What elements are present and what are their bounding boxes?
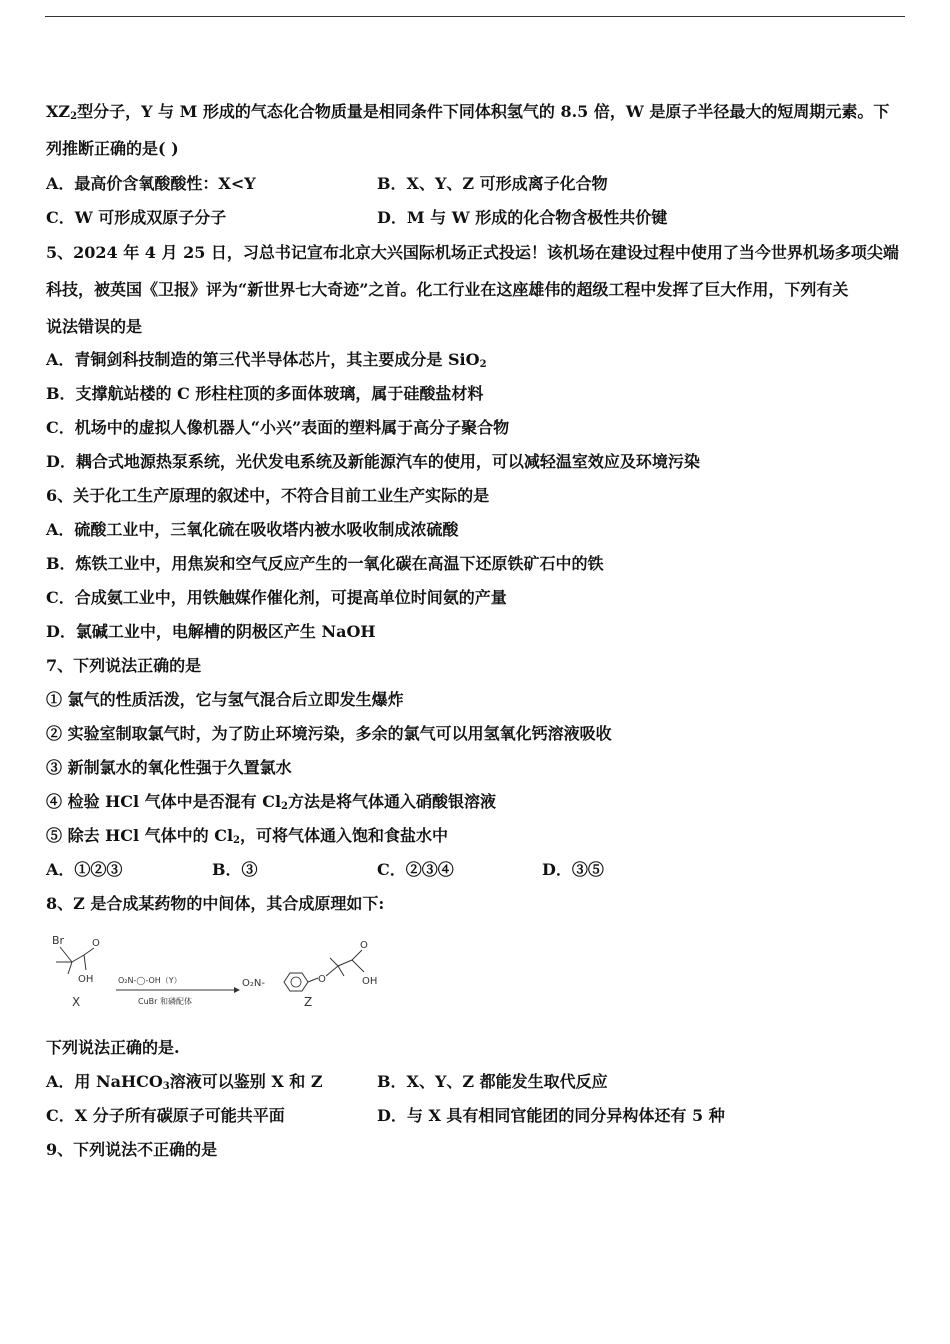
- z-ether-bond: [308, 978, 318, 982]
- q8-lead: 下列说法正确的是.: [46, 1038, 180, 1057]
- q5-stem-line-2: 科技，被英国《卫报》评为“新世界七大奇迹”之首。化工行业在这座雄伟的超级工程中发挥了巨大作用，下列有关: [46, 280, 849, 299]
- q7-option-b[interactable]: B．③: [212, 860, 258, 879]
- q6-option-c[interactable]: C．合成氨工业中，用铁触媒作催化剂，可提高单位时间氨的产量: [46, 588, 507, 607]
- x-br-label: Br: [52, 934, 65, 947]
- q7-statement-1: ① 氯气的性质活泼，它与氢气混合后立即发生爆炸: [46, 690, 404, 709]
- q4-formula-xz: XZ: [46, 102, 71, 121]
- z-nitro-label: O₂N-: [242, 978, 265, 989]
- z-bond-1: [326, 966, 338, 976]
- q8-reaction-scheme: [46, 928, 386, 1014]
- q4-formula-sub: 2: [70, 111, 78, 122]
- x-coh-bond: [84, 955, 86, 970]
- x-bond-1: [60, 947, 72, 962]
- q4-option-d[interactable]: D．M 与 W 形成的化合物含极性共价键: [377, 208, 668, 227]
- q5-stem-line-3: 说法错误的是: [46, 317, 143, 336]
- q7-statement-3: ③ 新制氯水的氧化性强于久置氯水: [46, 758, 292, 777]
- reaction-scheme-svg: [46, 928, 386, 1014]
- z-coh-bond: [352, 960, 364, 972]
- q4-option-c[interactable]: C．W 可形成双原子分子: [46, 208, 227, 227]
- q7-option-c[interactable]: C．②③④: [377, 860, 454, 879]
- q4-stem-text: 型分子，Y 与 M 形成的气态化合物质量是相同条件下同体积氢气的 8.5 倍，W 是原子半径最大的短周期元素。下: [77, 102, 890, 121]
- header-rule: [45, 16, 905, 17]
- x-label: X: [72, 995, 81, 1009]
- q5-stem-line-1: 5、2024 年 4 月 25 日，习总书记宣布北京大兴国际机场正式投运！该机场在建设过程中使用了当今世界机场多项尖端: [46, 243, 899, 262]
- q7-stem: 7、下列说法正确的是: [46, 656, 202, 675]
- q8-option-a-text: A．用 NaHCO: [46, 1072, 163, 1091]
- q5-option-b[interactable]: B．支撑航站楼的 C 形柱柱顶的多面体玻璃，属于硅酸盐材料: [46, 384, 484, 403]
- q7-s5-sub: 2: [233, 835, 240, 846]
- q7-option-a[interactable]: A．①②③: [46, 860, 123, 879]
- q8-option-b[interactable]: B．X、Y、Z 都能发生取代反应: [377, 1072, 608, 1091]
- z-o-top-label: O: [360, 940, 368, 951]
- q5-option-a[interactable]: [46, 350, 487, 375]
- q4-stem-line-2: 列推断正确的是( ): [46, 139, 179, 158]
- q8-option-a-sub: 3: [162, 1081, 170, 1092]
- q7-option-d[interactable]: D．③⑤: [542, 860, 604, 879]
- q7-s4-tail: 方法是将气体通入硝酸银溶液: [288, 792, 497, 811]
- q7-statement-4: [46, 792, 496, 817]
- q4-stem-line-1: [46, 102, 889, 127]
- q8-option-a-tail: 溶液可以鉴别 X 和 Z: [169, 1072, 323, 1091]
- q6-option-b[interactable]: B．炼铁工业中，用焦炭和空气反应产生的一氧化碳在高温下还原铁矿石中的铁: [46, 554, 604, 573]
- reagent-y-label: O₂N-◯-OH（Y）: [118, 976, 182, 985]
- q8-option-a[interactable]: [46, 1072, 323, 1097]
- q4-option-b[interactable]: B．X、Y、Z 可形成离子化合物: [377, 174, 608, 193]
- x-oh-label: OH: [78, 974, 94, 985]
- reaction-condition: CuBr 和磷配体: [138, 997, 192, 1006]
- q8-option-d[interactable]: D．与 X 具有相同官能团的同分异构体还有 5 种: [377, 1106, 725, 1125]
- arrow-head: [234, 987, 240, 993]
- q9-stem: 9、下列说法不正确的是: [46, 1140, 218, 1159]
- x-co-bond: [84, 948, 94, 955]
- z-oh-label: OH: [362, 976, 378, 987]
- z-methyl-2: [338, 966, 344, 976]
- q5-option-d[interactable]: D．耦合式地源热泵系统，光伏发电系统及新能源汽车的使用，可以减轻温室效应及环境污染: [46, 452, 700, 471]
- q5-option-c[interactable]: C．机场中的虚拟人像机器人“小兴”表面的塑料属于高分子聚合物: [46, 418, 510, 437]
- q7-statement-2: ② 实验室制取氯气时，为了防止环境污染，多余的氯气可以用氢氧化钙溶液吸收: [46, 724, 612, 743]
- q5-option-a-text: A．青铜剑科技制造的第三代半导体芯片，其主要成分是 SiO: [46, 350, 480, 369]
- q8-stem: 8、Z 是合成某药物的中间体，其合成原理如下:: [46, 894, 385, 913]
- z-ring-circle: [291, 977, 301, 987]
- q4-option-a[interactable]: A．最高价含氧酸酸性：X<Y: [46, 174, 256, 193]
- q7-s4-text: ④ 检验 HCl 气体中是否混有 Cl: [46, 792, 282, 811]
- z-co-bond: [352, 950, 362, 960]
- x-bond-4: [72, 955, 84, 962]
- q6-stem: 6、关于化工生产原理的叙述中，不符合目前工业生产实际的是: [46, 486, 490, 505]
- q5-option-a-sub: 2: [479, 359, 487, 370]
- q7-statement-5: [46, 826, 448, 851]
- z-label: Z: [304, 995, 313, 1009]
- q7-s4-sub: 2: [281, 801, 288, 812]
- z-o-label: O: [318, 974, 326, 985]
- z-benzene-ring: [284, 973, 308, 991]
- x-bond-3: [68, 962, 72, 974]
- q6-option-a[interactable]: A．硫酸工业中，三氧化硫在吸收塔内被水吸收制成浓硫酸: [46, 520, 459, 539]
- z-methyl-1: [330, 958, 338, 966]
- q7-s5-tail: ，可将气体通入饱和食盐水中: [240, 826, 449, 845]
- q7-s5-text: ⑤ 除去 HCl 气体中的 Cl: [46, 826, 234, 845]
- x-o-label: O: [92, 938, 100, 949]
- q6-option-d[interactable]: D．氯碱工业中，电解槽的阴极区产生 NaOH: [46, 622, 376, 641]
- z-bond-2: [338, 960, 352, 966]
- q8-option-c[interactable]: C．X 分子所有碳原子可能共平面: [46, 1106, 285, 1125]
